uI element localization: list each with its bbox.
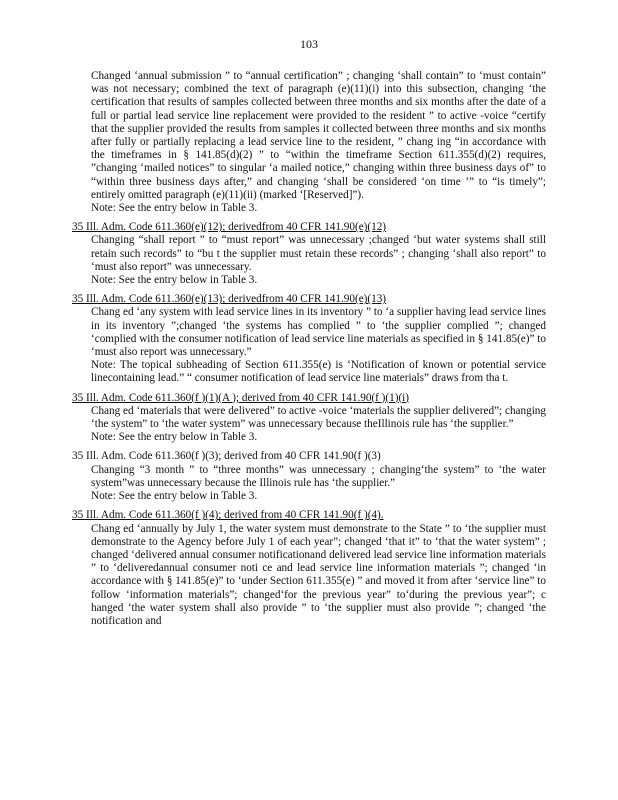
intro-note: Note: See the entry below in Table 3. bbox=[91, 202, 258, 215]
entry-text: Chang ed ‘annually by July 1, the water system must demonstrate to the State ” to ‘the supplier must demonstrate to the Agency before July 1 of each year”; changed ‘that it” to ‘that the water system” ; changed ‘delivered annual consumer notificationand delivered lead service line information materials ” to ‘deliveredannual consumer noti ce and lead service line information materials ”; changed ‘in accordance with § 141.85(e)” to ‘under Section 611.355(e) ” and moved it from after ‘service line” to follow ‘information materials”; changed‘for the previous year” to‘during the previous year”; c hanged ‘the water system shall also provide ” to ‘the supplier must also provide ”; changed ‘the notification and bbox=[91, 522, 546, 627]
entry-4 bbox=[72, 450, 546, 503]
entry-heading: 35 Ill. Adm. Code 611.360(f )(1)(A ); derived from 40 CFR 141.90(f )(1)(i) bbox=[72, 391, 410, 404]
entry-text: Changing “shall report ” to “must report” was unnecessary ;changed ‘but water systems shall still retain such records” to “bu t the supplier must retain these records” ; changing ‘shall also report” to ‘must also report” was unnecessary. bbox=[91, 234, 546, 273]
entry-heading: 35 Ill. Adm. Code 611.360(f )(3); derived from 40 CFR 141.90(f )(3) bbox=[72, 450, 381, 463]
entry-note: Note: The topical subheading of Section 611.355(e) is ‘Notification of known or potential service linecontaining lead.” “ consumer notification of lead service line materials” draws from tha t. bbox=[91, 359, 546, 385]
entry-heading: 35 Ill. Adm. Code 611.360(e)(13); derivedfrom 40 CFR 141.90(e)(13) bbox=[72, 293, 387, 306]
entry-body bbox=[91, 464, 546, 504]
entry-3 bbox=[72, 392, 546, 445]
entry-text: Chang ed ‘any system with lead service lines in its inventory ” to ‘a supplier having lead service lines in its inventory ”;changed ‘the systems has complied ” to ‘the supplier complied ”; changed ‘complied with the consumer notification of lead service line materials as specified in § 141.85(e)” to ‘must also report was unnecessary.” bbox=[91, 306, 546, 359]
entry-text: Chang ed ‘materials that were delivered” to active -voice ‘materials the supplier delivered”; changing ‘the system” to ‘the water system” was unnecessary because theIllinois rule has ‘the supplier.” bbox=[91, 404, 546, 431]
entry-1 bbox=[72, 221, 546, 287]
entry-heading: 35 Ill. Adm. Code 611.360(e)(12); derivedfrom 40 CFR 141.90(e)(12) bbox=[72, 221, 387, 234]
entry-body bbox=[91, 523, 546, 629]
entry-text: Changing “3 month ” to “three months” was unnecessary ; changing‘the system” to ‘the water system”was unnecessary because the Illinois rule has ‘the supplier.” bbox=[91, 463, 546, 489]
entry-body bbox=[91, 306, 546, 385]
entry-2 bbox=[72, 293, 546, 385]
intro-text: Changed ‘annual submission ” to “annual certification” ; changing ‘shall contain” to ‘must contain” was not necessary; combined the text of paragraph (e)(11)(i) into this subsection, changing ‘the certification that results of samples collected between three months and six months after the date of a full or partial lead service line replacement were provided to the resident ” to active -voice “certify that the supplier provided the results from samples it collected between three months and six months after fully or partially replacing a lead service line to the resident, ” chang ing “in accordance with the timeframes in § 141.85(d)(2) ” to “within the timeframe Section 611.355(d)(2) requires, ”changing ‘mailed notices” to singular ‘a mailed notice,” changing within three business days of” to “within three business days after,” and changing ‘shall be considered ‘on time ’” to “is timely”; entirely omitted paragraph (e)(11)(ii) (marked ‘[Reserved]”). bbox=[91, 70, 546, 201]
entry-note: Note: See the entry below in Table 3. bbox=[91, 274, 258, 287]
entry-body bbox=[91, 234, 546, 287]
entry-body bbox=[91, 405, 546, 445]
page-number: 103 bbox=[300, 37, 318, 51]
intro-paragraph bbox=[91, 70, 546, 215]
entry-note: Note: See the entry below in Table 3. bbox=[91, 431, 258, 444]
entry-heading: 35 Ill. Adm. Code 611.360(f )(4); derived from 40 CFR 141.90(f )(4). bbox=[72, 509, 384, 522]
entry-5 bbox=[72, 509, 546, 628]
entry-note: Note: See the entry below in Table 3. bbox=[91, 490, 258, 503]
document-body bbox=[72, 70, 546, 628]
